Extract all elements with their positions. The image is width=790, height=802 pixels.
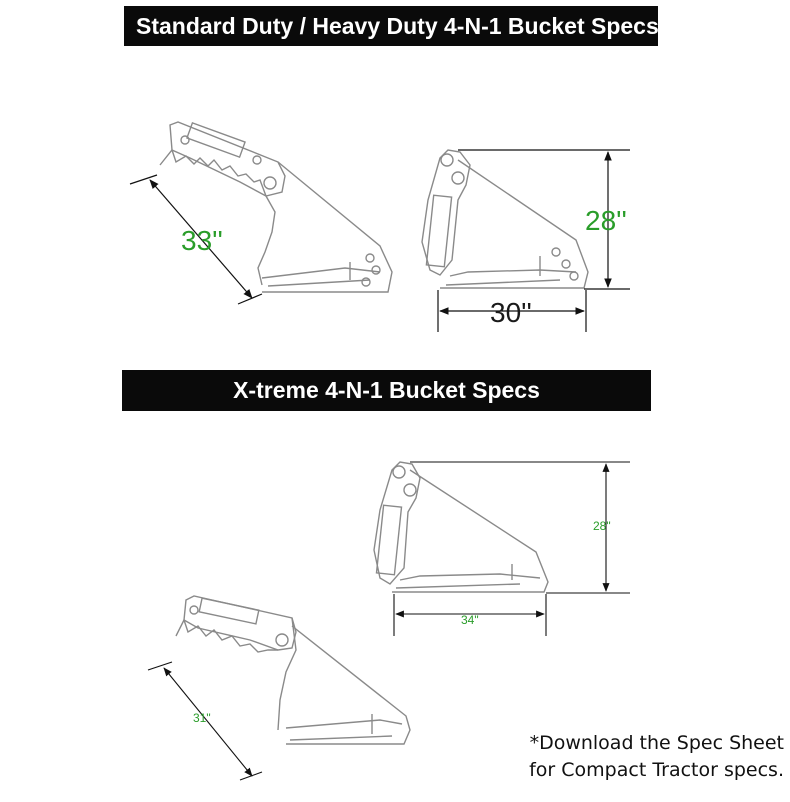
xtreme-bucket-closed-drawing: [374, 462, 548, 592]
dimension-label-xtreme-28: 28": [593, 519, 611, 533]
dimension-label-28: 28'': [585, 205, 627, 236]
dimension-label-30: 30'': [490, 297, 532, 328]
download-note: [474, 730, 784, 784]
dimension-label-31: 31": [193, 711, 211, 725]
dimension-28-30-markers: [438, 150, 630, 332]
standard-bucket-closed-drawing: [422, 150, 588, 288]
dimension-label-33: 33'': [181, 225, 223, 256]
standard-bucket-open-drawing: [160, 122, 392, 292]
section-title-xtreme: X-treme 4-N-1 Bucket Specs: [122, 370, 651, 411]
xtreme-bucket-open-drawing: [176, 596, 410, 744]
section-title-standard-heavy-duty: Standard Duty / Heavy Duty 4-N-1 Bucket Specs: [124, 6, 658, 46]
download-note-line-2: for Compact Tractor specs.: [529, 759, 784, 781]
dimension-28-34-markers: [394, 462, 630, 636]
dimension-label-xtreme-34: 34": [461, 613, 479, 627]
download-note-line-1: *Download the Spec Sheet: [529, 732, 784, 754]
